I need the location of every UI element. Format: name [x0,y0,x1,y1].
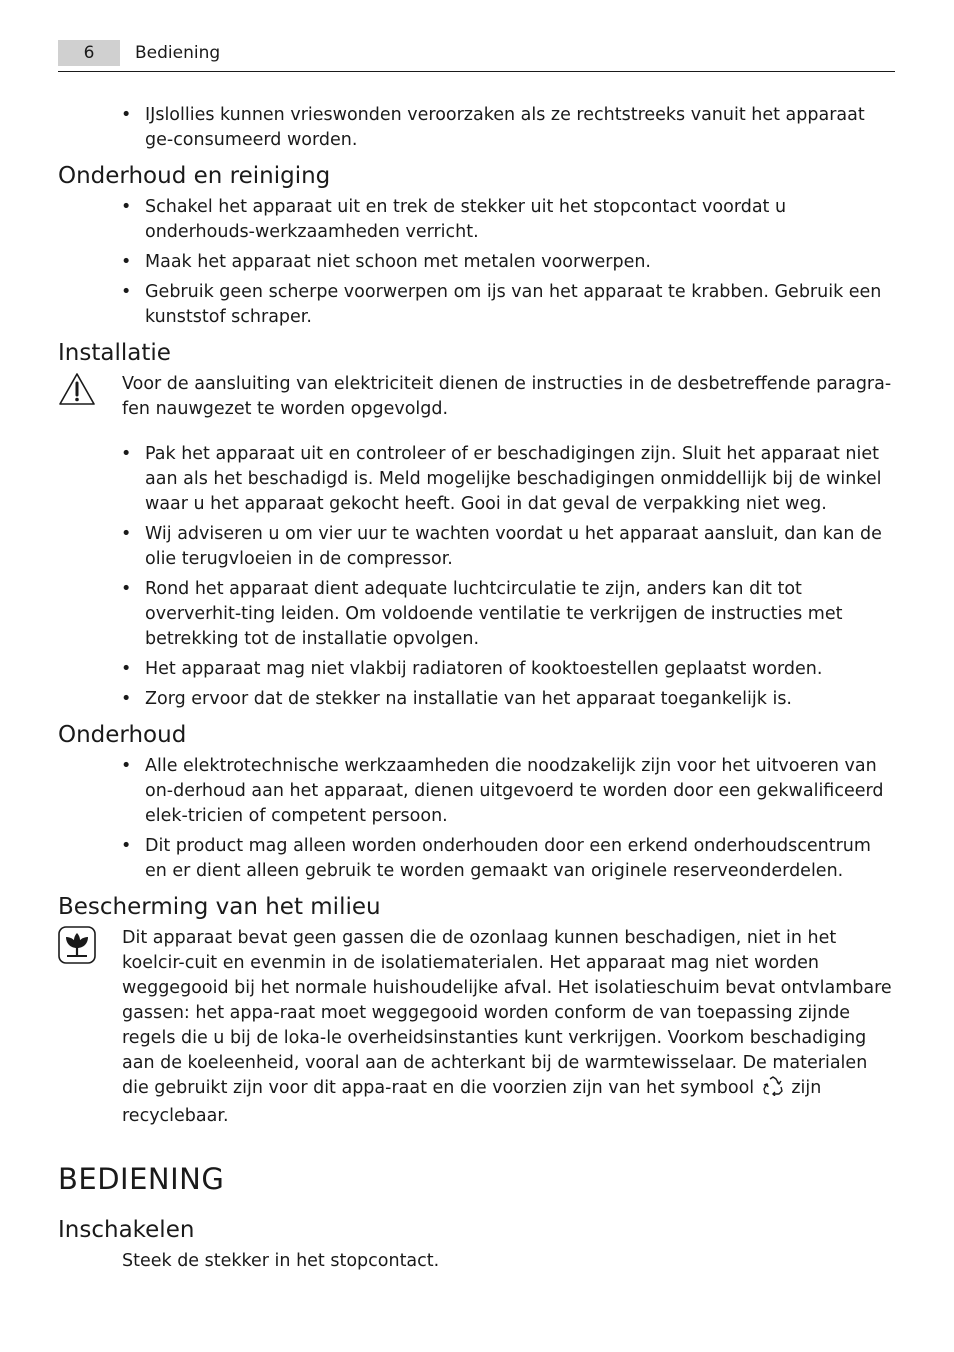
recycle-icon [762,1076,784,1104]
list-item: • Maak het apparaat niet schoon met metalen voorwerpen. [58,250,895,275]
bullet: • [121,197,132,217]
list-item: • Pak het apparaat uit en controleer of er beschadigingen zijn. Sluit het apparaat niet aan als het beschadigd is. Meld mogelijke beschadigingen onmiddellijk bij de winkel waar u het apparaat gekocht heeft. Gooi in dat geval de verpakking niet weg. [121,444,882,514]
list-item: • Dit product mag alleen worden onderhouden door een erkend onderhoudscentrum en er dient alleen gebruik te worden gemaakt van originele reserveonderdelen. [121,836,871,881]
warning-text: Voor de aansluiting van elektriciteit dienen de instructies in de desbetreffende paragra-fen nauwgezet te worden opgevolgd. [122,374,892,419]
bullet: • [121,756,132,776]
section-title-cleaning: Onderhoud en reiniging [58,163,331,189]
bullet: • [121,444,132,464]
environment-text-after: zijn recyclebaar. [122,1078,822,1126]
header-title: Bediening [135,43,221,63]
section-title-environment: Bescherming van het milieu [58,894,381,920]
list-item: • Rond het apparaat dient adequate luchtcirculatie te zijn, anders kan dit tot oververhit-ting leiden. Om voldoende ventilatie te verkrijgen de instructies met betrekking tot de installatie opvolgen. [121,579,843,649]
environment-notice [58,926,895,1129]
bullet: • [121,282,132,302]
bullet: • [121,579,132,599]
section-title-service: Onderhoud [58,722,187,748]
intro-list [58,103,895,153]
list-item: • IJslollies kunnen vrieswonden veroorzaken als ze rechtstreeks vanuit het apparaat ge-consumeerd worden. [121,105,865,150]
bullet: • [121,524,132,544]
service-list [58,754,895,884]
switch-on-text: Steek de stekker in het stopcontact. [122,1251,440,1271]
bullet: • [121,836,132,856]
list-item: • Wij adviseren u om vier uur te wachten voordat u het apparaat aansluit, dan kan de olie terugvloeien in de compressor. [121,524,882,569]
bullet: • [121,105,132,125]
environment-text-before: Dit apparaat bevat geen gassen die de ozonlaag kunnen beschadigen, niet in het koelcir-cuit en evenmin in de isolatiematerialen. Het apparaat mag niet worden weggegooid bij het normale huishoudelijke afval. Het isolatieschuim bevat ontvlambare gassen: het appa-raat moet weggegooid worden conform de van toepassing zijnde regels die u bij de loka-le overheidsinstanties kunt verkrijgen. Voorkom beschadiging aan de koeleenheid, vooral aan de achterkant bij de warmtewisselaar. De materialen die gebruikt zijn voor dit appa-raat en die voorzien zijn van het symbool [122,928,892,1098]
page-content [58,103,895,1274]
cleaning-list [58,195,895,330]
list-item: • Schakel het apparaat uit en trek de stekker uit het stopcontact voordat u onderhouds-werkzaamheden verricht. [121,197,787,242]
list-item: • Zorg ervoor dat de stekker na installatie van het apparaat toegankelijk is. [58,687,895,712]
section-title-installation: Installatie [58,340,171,366]
page-header [58,40,895,72]
list-item: • Alle elektrotechnische werkzaamheden die noodzakelijk zijn voor het uitvoeren van on-derhoud aan het apparaat, dienen uitgevoerd te worden door een gekwalificeerd elek-tricien of competent persoon. [121,756,884,826]
page-number: 6 [58,40,120,66]
bullet: • [121,252,132,272]
warning-triangle-icon [58,372,96,414]
environment-plant-icon [58,926,96,972]
bullet: • [121,689,132,709]
list-item: • Het apparaat mag niet vlakbij radiatoren of kooktoestellen geplaatst worden. [58,657,895,682]
installation-list [58,442,895,712]
section-title-switch-on: Inschakelen [58,1217,195,1243]
chapter-title: BEDIENING [58,1162,225,1196]
installation-warning [58,372,895,422]
bullet: • [121,659,132,679]
list-item: • Gebruik geen scherpe voorwerpen om ijs van het apparaat te krabben. Gebruik een kunststof schraper. [121,282,882,327]
